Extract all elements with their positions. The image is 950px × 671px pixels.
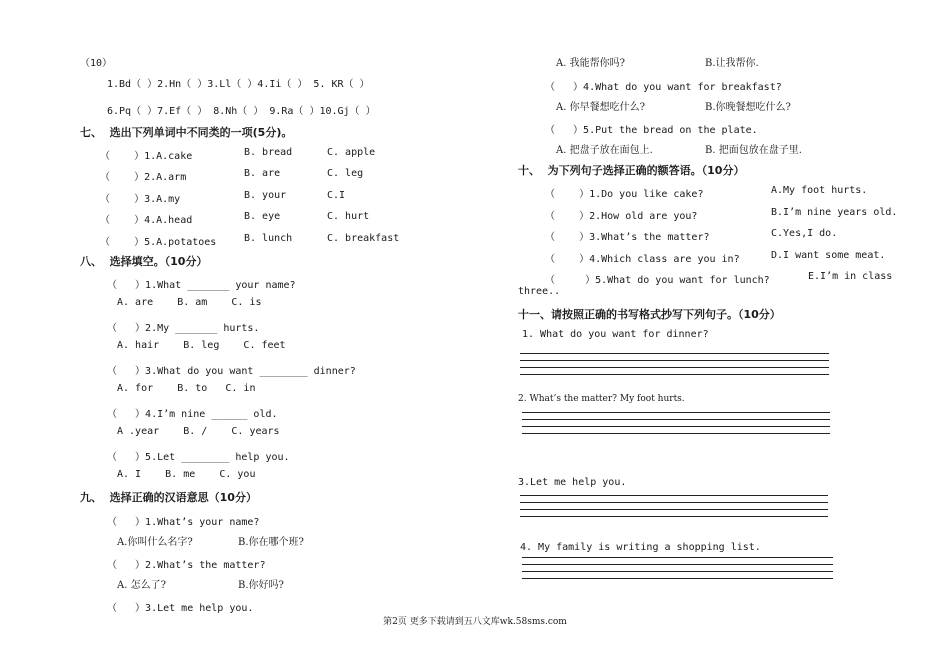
q7-item-a: （ ）2.A.arm — [100, 172, 187, 183]
copy-sentence-2: 2. What’s the matter? My foot hurts. — [518, 394, 685, 404]
q10-answer: C.Yes,I do. — [771, 228, 838, 239]
q9-option-a: A.你叫什么名字? — [117, 537, 193, 548]
q10-question: （ ）4.Which class are you in? — [545, 254, 740, 265]
q7-item-b: B. eye — [244, 211, 281, 222]
q8-options: A .year B. / C. years — [117, 426, 280, 437]
q8-options: A. I B. me C. you — [117, 469, 256, 480]
q7-item-c: C.I — [327, 190, 346, 201]
q9-question-4: （ ）4.What do you want for breakfast? — [545, 82, 782, 93]
q9-question-5: （ ）5.Put the bread on the plate. — [545, 125, 758, 136]
q7-item-c: C. breakfast — [327, 233, 400, 244]
q7-item-a: （ ）5.A.potatoes — [100, 237, 217, 248]
q10-answer: A.My foot hurts. — [771, 185, 868, 196]
q8-question: （ ）3.What do you want ________ dinner? — [107, 366, 356, 377]
q9-option-b: B.你晚餐想吃什么? — [705, 102, 791, 113]
section-title-q11: 十一、请按照正确的书写格式抄写下列句子。（10分） — [518, 308, 781, 321]
q7-item-c: C. leg — [327, 168, 364, 179]
q8-question: （ ）5.Let ________ help you. — [107, 452, 290, 463]
page-footer: 第2页 更多下载请到五八文库wk.58sms.com — [383, 617, 567, 627]
q7-item-b: B. your — [244, 190, 287, 201]
q8-options: A. are B. am C. is — [117, 297, 262, 308]
copy-sentence-4: 4. My family is writing a shopping list. — [520, 542, 761, 553]
q7-item-b: B. bread — [244, 147, 293, 158]
q10-question: （ ）1.Do you like cake? — [545, 189, 704, 200]
q10-question: （ ）5.What do you want for lunch? — [545, 275, 770, 286]
section-title-q10: 十、 为下列句子选择正确的额答语。（10分） — [518, 164, 745, 177]
section-title-q7: 七、 选出下列单词中不同类的一项(5分)。 — [80, 126, 293, 139]
q7-item-a: （ ）3.A.my — [100, 194, 181, 205]
q10-answer: B.I’m nine years old. — [771, 207, 898, 218]
q9-option-a: A. 把盘子放在面包上. — [556, 145, 653, 156]
q6-row-2: 6.Pq（ ）7.Ef（ ） 8.Nh（ ） 9.Ra（ ）10.Gj（ ） — [107, 106, 376, 117]
q7-item-a: （ ）1.A.cake — [100, 151, 193, 162]
copy-sentence-3: 3.Let me help you. — [518, 477, 627, 488]
q9-option-a: A. 怎么了? — [117, 580, 166, 591]
q7-item-a: （ ）4.A.head — [100, 215, 193, 226]
q8-options: A. for B. to C. in — [117, 383, 256, 394]
q10-answer: D.I want some meat. — [771, 250, 886, 261]
section-title-q8: 八、 选择填空。（10分） — [80, 255, 208, 268]
q8-question: （ ）2.My _______ hurts. — [107, 323, 260, 334]
q9-option-a: A. 我能帮你吗? — [556, 58, 625, 69]
q10-answer: E.I’m in class — [808, 271, 893, 282]
q6-row-1: 1.Bd（ ）2.Hn（ ）3.Ll（ ）4.Ii（ ） 5. KR（ ） — [107, 79, 370, 90]
q9-option-b: B. 把面包放在盘子里. — [705, 145, 802, 156]
q7-item-b: B. are — [244, 168, 281, 179]
q8-options: A. hair B. leg C. feet — [117, 340, 286, 351]
q7-item-c: C. apple — [327, 147, 376, 158]
q9-option-b: B.你好吗? — [238, 580, 284, 591]
q9-option-b: B.让我帮你. — [705, 58, 759, 69]
q10-question: （ ）3.What’s the matter? — [545, 232, 710, 243]
q8-question: （ ）1.What _______ your name? — [107, 280, 296, 291]
q7-item-c: C. hurt — [327, 211, 370, 222]
q7-item-b: B. lunch — [244, 233, 293, 244]
q6-score: （10） — [80, 58, 113, 69]
q10-question: （ ）2.How old are you? — [545, 211, 698, 222]
q9-question-2: （ ）2.What’s the matter? — [107, 560, 266, 571]
q9-option-b: B.你在哪个班? — [238, 537, 304, 548]
q9-question-3: （ ）3.Let me help you. — [107, 603, 254, 614]
q10-answer-wrap: three.. — [518, 286, 561, 297]
copy-sentence-1: 1. What do you want for dinner? — [522, 329, 709, 340]
q8-question: （ ）4.I’m nine ______ old. — [107, 409, 278, 420]
section-title-q9: 九、 选择正确的汉语意思（10分） — [80, 491, 257, 504]
q9-question-1: （ ）1.What’s your name? — [107, 517, 260, 528]
q9-option-a: A. 你早餐想吃什么? — [556, 102, 645, 113]
